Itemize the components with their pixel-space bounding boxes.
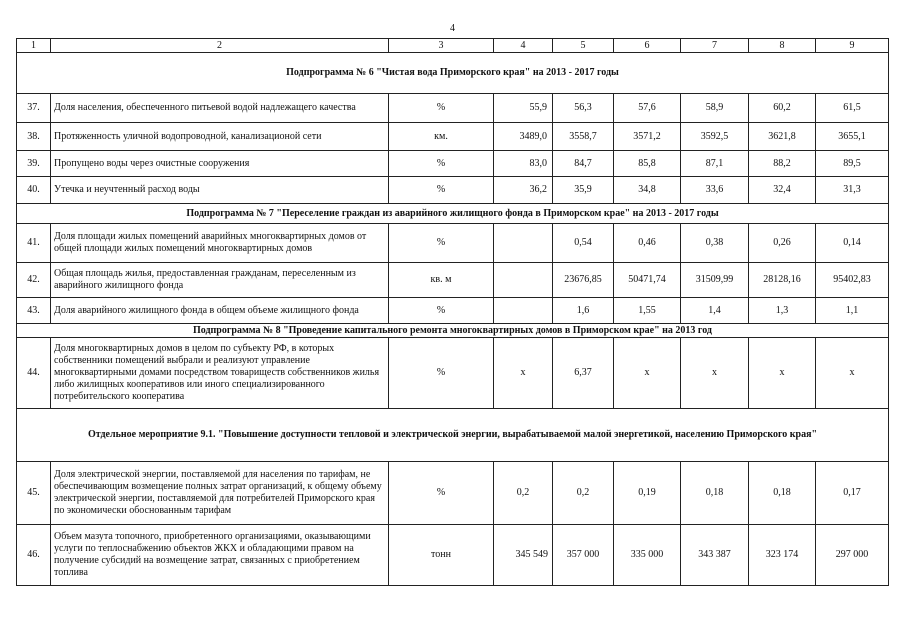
value-cell: 55,9 <box>494 94 553 123</box>
value-cell: х <box>816 338 889 409</box>
section-row <box>17 204 889 224</box>
indicator-name: Доля площади жилых помещений аварийных многоквартирных домов от общей площади жилых помещений многоквартирных домов <box>51 224 389 263</box>
value-cell <box>494 298 553 324</box>
value-cell: 335 000 <box>614 525 681 586</box>
page-number: 4 <box>450 23 455 34</box>
value-cell: 343 387 <box>681 525 749 586</box>
column-header: 3 <box>389 39 494 53</box>
row-number: 42. <box>17 263 51 298</box>
value-cell: х <box>614 338 681 409</box>
value-cell: 35,9 <box>553 177 614 204</box>
value-cell: 50471,74 <box>614 263 681 298</box>
indicator-name: Объем мазута топочного, приобретенного организациями, оказывающими услуги по теплоснабжению объектов ЖКХ и обладающими правом на получение субсидий на возмещение затрат, связанных с приобретением топлива <box>51 525 389 586</box>
value-cell: 57,6 <box>614 94 681 123</box>
column-header: 8 <box>749 39 816 53</box>
value-cell: 31,3 <box>816 177 889 204</box>
value-cell: 36,2 <box>494 177 553 204</box>
section-title: Подпрограмма № 8 "Проведение капитального ремонта многоквартирных домов в Приморском крае" на 2013 год <box>17 324 889 338</box>
value-cell: 0,2 <box>553 462 614 525</box>
table-row <box>17 298 889 324</box>
value-cell <box>494 224 553 263</box>
indicator-name: Доля электрической энергии, поставляемой для населения по тарифам, не обеспечивающим возмещение полных затрат организаций, к общему объему электрической энергии, поставляемой для потребителей Приморского края по экономически обоснованным тарифам <box>51 462 389 525</box>
row-number: 45. <box>17 462 51 525</box>
value-cell: 0,2 <box>494 462 553 525</box>
value-cell: 88,2 <box>749 151 816 177</box>
value-cell: 0,46 <box>614 224 681 263</box>
table-row <box>17 338 889 409</box>
row-number: 43. <box>17 298 51 324</box>
value-cell: х <box>749 338 816 409</box>
row-number: 41. <box>17 224 51 263</box>
row-number: 46. <box>17 525 51 586</box>
unit-cell: % <box>389 298 494 324</box>
unit-cell: % <box>389 94 494 123</box>
value-cell: 0,19 <box>614 462 681 525</box>
indicator-name: Общая площадь жилья, предоставленная гражданам, переселенным из аварийного жилищного фонда <box>51 263 389 298</box>
value-cell: 87,1 <box>681 151 749 177</box>
value-cell: 32,4 <box>749 177 816 204</box>
unit-cell: % <box>389 462 494 525</box>
value-cell: 84,7 <box>553 151 614 177</box>
table-row <box>17 462 889 525</box>
value-cell: 0,38 <box>681 224 749 263</box>
indicator-name: Утечка и неучтенный расход воды <box>51 177 389 204</box>
value-cell: 31509,99 <box>681 263 749 298</box>
row-number: 39. <box>17 151 51 177</box>
value-cell: 3621,8 <box>749 123 816 151</box>
value-cell: 1,3 <box>749 298 816 324</box>
value-cell: 3592,5 <box>681 123 749 151</box>
value-cell <box>494 263 553 298</box>
value-cell: 89,5 <box>816 151 889 177</box>
column-header: 2 <box>51 39 389 53</box>
table-row <box>17 123 889 151</box>
indicator-name: Пропущено воды через очистные сооружения <box>51 151 389 177</box>
value-cell: 1,1 <box>816 298 889 324</box>
column-header: 6 <box>614 39 681 53</box>
unit-cell: тонн <box>389 525 494 586</box>
value-cell: 34,8 <box>614 177 681 204</box>
value-cell: 0,18 <box>749 462 816 525</box>
column-header: 4 <box>494 39 553 53</box>
row-number: 38. <box>17 123 51 151</box>
table-row <box>17 94 889 123</box>
column-header: 1 <box>17 39 51 53</box>
value-cell: 0,18 <box>681 462 749 525</box>
value-cell: 323 174 <box>749 525 816 586</box>
section-row <box>17 324 889 338</box>
value-cell: 0,17 <box>816 462 889 525</box>
table-row <box>17 263 889 298</box>
column-header: 7 <box>681 39 749 53</box>
section-title: Отдельное мероприятие 9.1. "Повышение доступности тепловой и электрической энергии, вырабатываемой малой энергетикой, населению Приморского края" <box>17 409 889 462</box>
unit-cell: % <box>389 151 494 177</box>
column-header: 5 <box>553 39 614 53</box>
value-cell: х <box>681 338 749 409</box>
value-cell: 95402,83 <box>816 263 889 298</box>
value-cell: 23676,85 <box>553 263 614 298</box>
unit-cell: % <box>389 338 494 409</box>
value-cell: х <box>494 338 553 409</box>
value-cell: 28128,16 <box>749 263 816 298</box>
row-number: 37. <box>17 94 51 123</box>
value-cell: 357 000 <box>553 525 614 586</box>
table-row <box>17 151 889 177</box>
value-cell: 1,55 <box>614 298 681 324</box>
row-number: 44. <box>17 338 51 409</box>
table-row <box>17 525 889 586</box>
indicators-table <box>16 38 889 586</box>
value-cell: 3558,7 <box>553 123 614 151</box>
value-cell: 1,6 <box>553 298 614 324</box>
value-cell: 0,26 <box>749 224 816 263</box>
column-header: 9 <box>816 39 889 53</box>
indicator-name: Протяженность уличной водопроводной, канализационой сети <box>51 123 389 151</box>
table-row <box>17 224 889 263</box>
value-cell: 6,37 <box>553 338 614 409</box>
value-cell: 345 549 <box>494 525 553 586</box>
value-cell: 58,9 <box>681 94 749 123</box>
value-cell: 60,2 <box>749 94 816 123</box>
indicator-name: Доля населения, обеспеченного питьевой водой надлежащего качества <box>51 94 389 123</box>
value-cell: 56,3 <box>553 94 614 123</box>
table-row <box>17 177 889 204</box>
column-number-row <box>17 39 889 53</box>
section-row <box>17 409 889 462</box>
value-cell: 1,4 <box>681 298 749 324</box>
value-cell: 0,54 <box>553 224 614 263</box>
value-cell: 33,6 <box>681 177 749 204</box>
section-row <box>17 53 889 94</box>
indicator-name: Доля аварийного жилищного фонда в общем объеме жилищного фонда <box>51 298 389 324</box>
value-cell: 61,5 <box>816 94 889 123</box>
value-cell: 297 000 <box>816 525 889 586</box>
value-cell: 85,8 <box>614 151 681 177</box>
value-cell: 83,0 <box>494 151 553 177</box>
section-title: Подпрограмма № 7 "Переселение граждан из аварийного жилищного фонда в Приморском крае" на 2013 - 2017 годы <box>17 204 889 224</box>
value-cell: 3655,1 <box>816 123 889 151</box>
unit-cell: % <box>389 177 494 204</box>
indicator-name: Доля многоквартирных домов в целом по субъекту РФ, в которых собственники помещений выбрали и реализуют управление многоквартирными домами посредством товариществ собственников жилья либо жилищных кооперативов или иного специализированного потребительского кооператива <box>51 338 389 409</box>
unit-cell: % <box>389 224 494 263</box>
row-number: 40. <box>17 177 51 204</box>
value-cell: 0,14 <box>816 224 889 263</box>
section-title: Подпрограмма № 6 "Чистая вода Приморского края" на 2013 - 2017 годы <box>17 53 889 94</box>
unit-cell: км. <box>389 123 494 151</box>
value-cell: 3571,2 <box>614 123 681 151</box>
value-cell: 3489,0 <box>494 123 553 151</box>
unit-cell: кв. м <box>389 263 494 298</box>
